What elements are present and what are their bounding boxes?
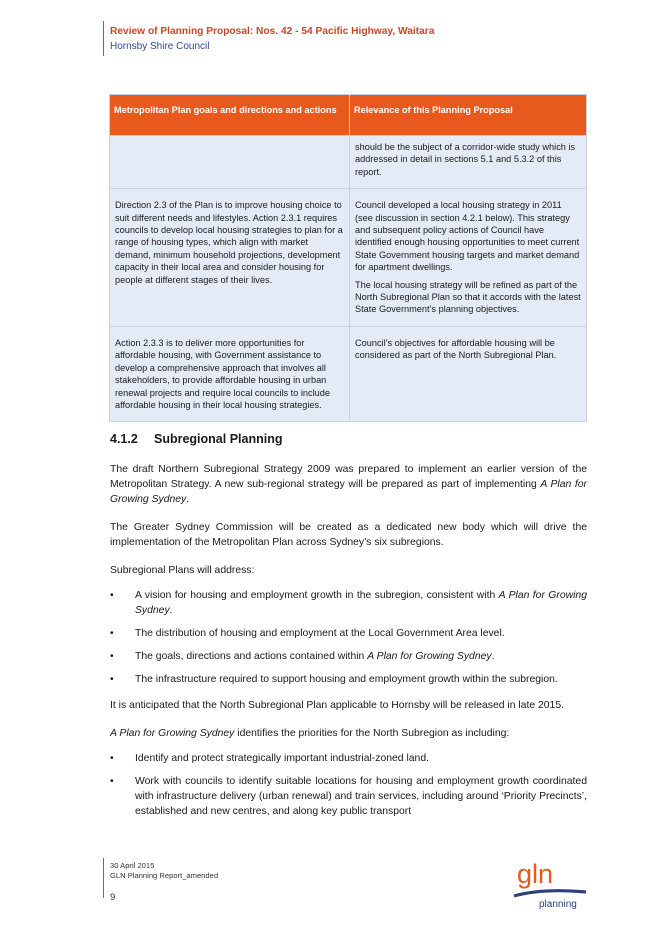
table-row	[110, 326, 587, 421]
footer-report-name: GLN Planning Report_amended	[110, 871, 219, 880]
gln-planning-logo	[512, 855, 588, 911]
table-cell-relevance: should be the subject of a corridor-wide study which is addressed in detail in sections 5.1 and 5.3.2 of this report.	[350, 136, 587, 189]
section-body	[110, 432, 587, 830]
bullet-icon: •	[110, 628, 114, 639]
table-row	[110, 136, 587, 189]
logo-swoosh	[514, 891, 586, 896]
page-number: 9	[110, 892, 116, 903]
section-heading	[110, 432, 587, 446]
logo-word: planning	[539, 899, 577, 910]
bullet-icon: •	[110, 776, 114, 787]
paragraph: It is anticipated that the North Subregional Plan applicable to Hornsby will be released in late 2015.	[110, 700, 565, 711]
bullet-icon: •	[110, 753, 114, 764]
table-header-relevance: Relevance of this Planning Proposal	[350, 95, 587, 136]
paragraph: The Greater Sydney Commission will be created as a dedicated new body which will drive the implementation of the Metropolitan Plan across Sydney’s six subregions.	[110, 522, 587, 548]
header-rule	[103, 21, 104, 56]
table-header-row	[110, 95, 587, 136]
table-cell-goals: Direction 2.3 of the Plan is to improve housing choice to suit different needs and lifestyles. Action 2.3.1 requires councils to develop local housing strategies to plan for a range of housing types, which align with market demand, minimum household projections, development capacity in their local area and consider housing for people at different stages of their lives.	[110, 189, 350, 327]
bullet-list	[110, 751, 587, 819]
footer-rule	[103, 858, 104, 898]
table-cell-relevance: Council developed a local housing strategy in 2011 (see discussion in section 4.2.1 below). This strategy and subsequent policy actions of Council have identified enough housing opportunities to meet current State Government housing targets and market demand for apartment dwellings. The local housing strategy will be refined as part of the North Subregional Plan so that it accords with the latest State Government’s planning objectives.	[350, 189, 587, 327]
bullet-icon: •	[110, 590, 114, 601]
bullet-list	[110, 588, 587, 687]
footer-date: 30 April 2015	[110, 861, 155, 870]
table-cell-goals	[110, 136, 350, 189]
table-row	[110, 189, 587, 327]
list-item: • A vision for housing and employment growth in the subregion, consistent with A Plan for Growing Sydney.	[110, 590, 587, 616]
section-title: Subregional Planning	[154, 432, 283, 446]
table-cell-relevance: Council’s objectives for affordable housing will be considered as part of the North Subregional Plan.	[350, 326, 587, 421]
table-cell-goals: Action 2.3.3 is to deliver more opportunities for affordable housing, with Government assistance to develop a comprehensive approach that involves all stakeholders, to provide affordable housing in urban renewal projects and require local councils to include affordable housing in their local housing strategies.	[110, 326, 350, 421]
section-number: 4.1.2	[110, 432, 138, 446]
document-title: Review of Planning Proposal: Nos. 42 - 54 Pacific Highway, Waitara	[110, 26, 435, 37]
paragraph: Subregional Plans will address:	[110, 565, 255, 576]
metropolitan-plan-table	[109, 94, 587, 422]
bullet-icon: •	[110, 651, 114, 662]
logo-letters: gln	[517, 859, 554, 889]
list-item: • Work with councils to identify suitable locations for housing and employment growth coordinated with infrastructure delivery (urban renewal) and train services, including around ‘Priority Precincts’, established and new centres, and along key public transport	[110, 776, 587, 817]
list-item: • The infrastructure required to support housing and employment growth within the subregion.	[110, 674, 558, 685]
list-item: • The goals, directions and actions contained within A Plan for Growing Sydney.	[110, 651, 495, 662]
paragraph: A Plan for Growing Sydney identifies the priorities for the North Subregion as including:	[110, 728, 510, 739]
paragraph: The draft Northern Subregional Strategy 2009 was prepared to implement an earlier version of the Metropolitan Strategy. A new sub-regional strategy will be prepared as part of implementing A Plan for Growing Sydney.	[110, 464, 587, 505]
list-item: • The distribution of housing and employment at the Local Government Area level.	[110, 628, 505, 639]
document-subtitle: Hornsby Shire Council	[110, 41, 210, 52]
list-item: • Identify and protect strategically important industrial-zoned land.	[110, 753, 429, 764]
bullet-icon: •	[110, 674, 114, 685]
table-header-goals: Metropolitan Plan goals and directions and actions	[110, 95, 350, 136]
